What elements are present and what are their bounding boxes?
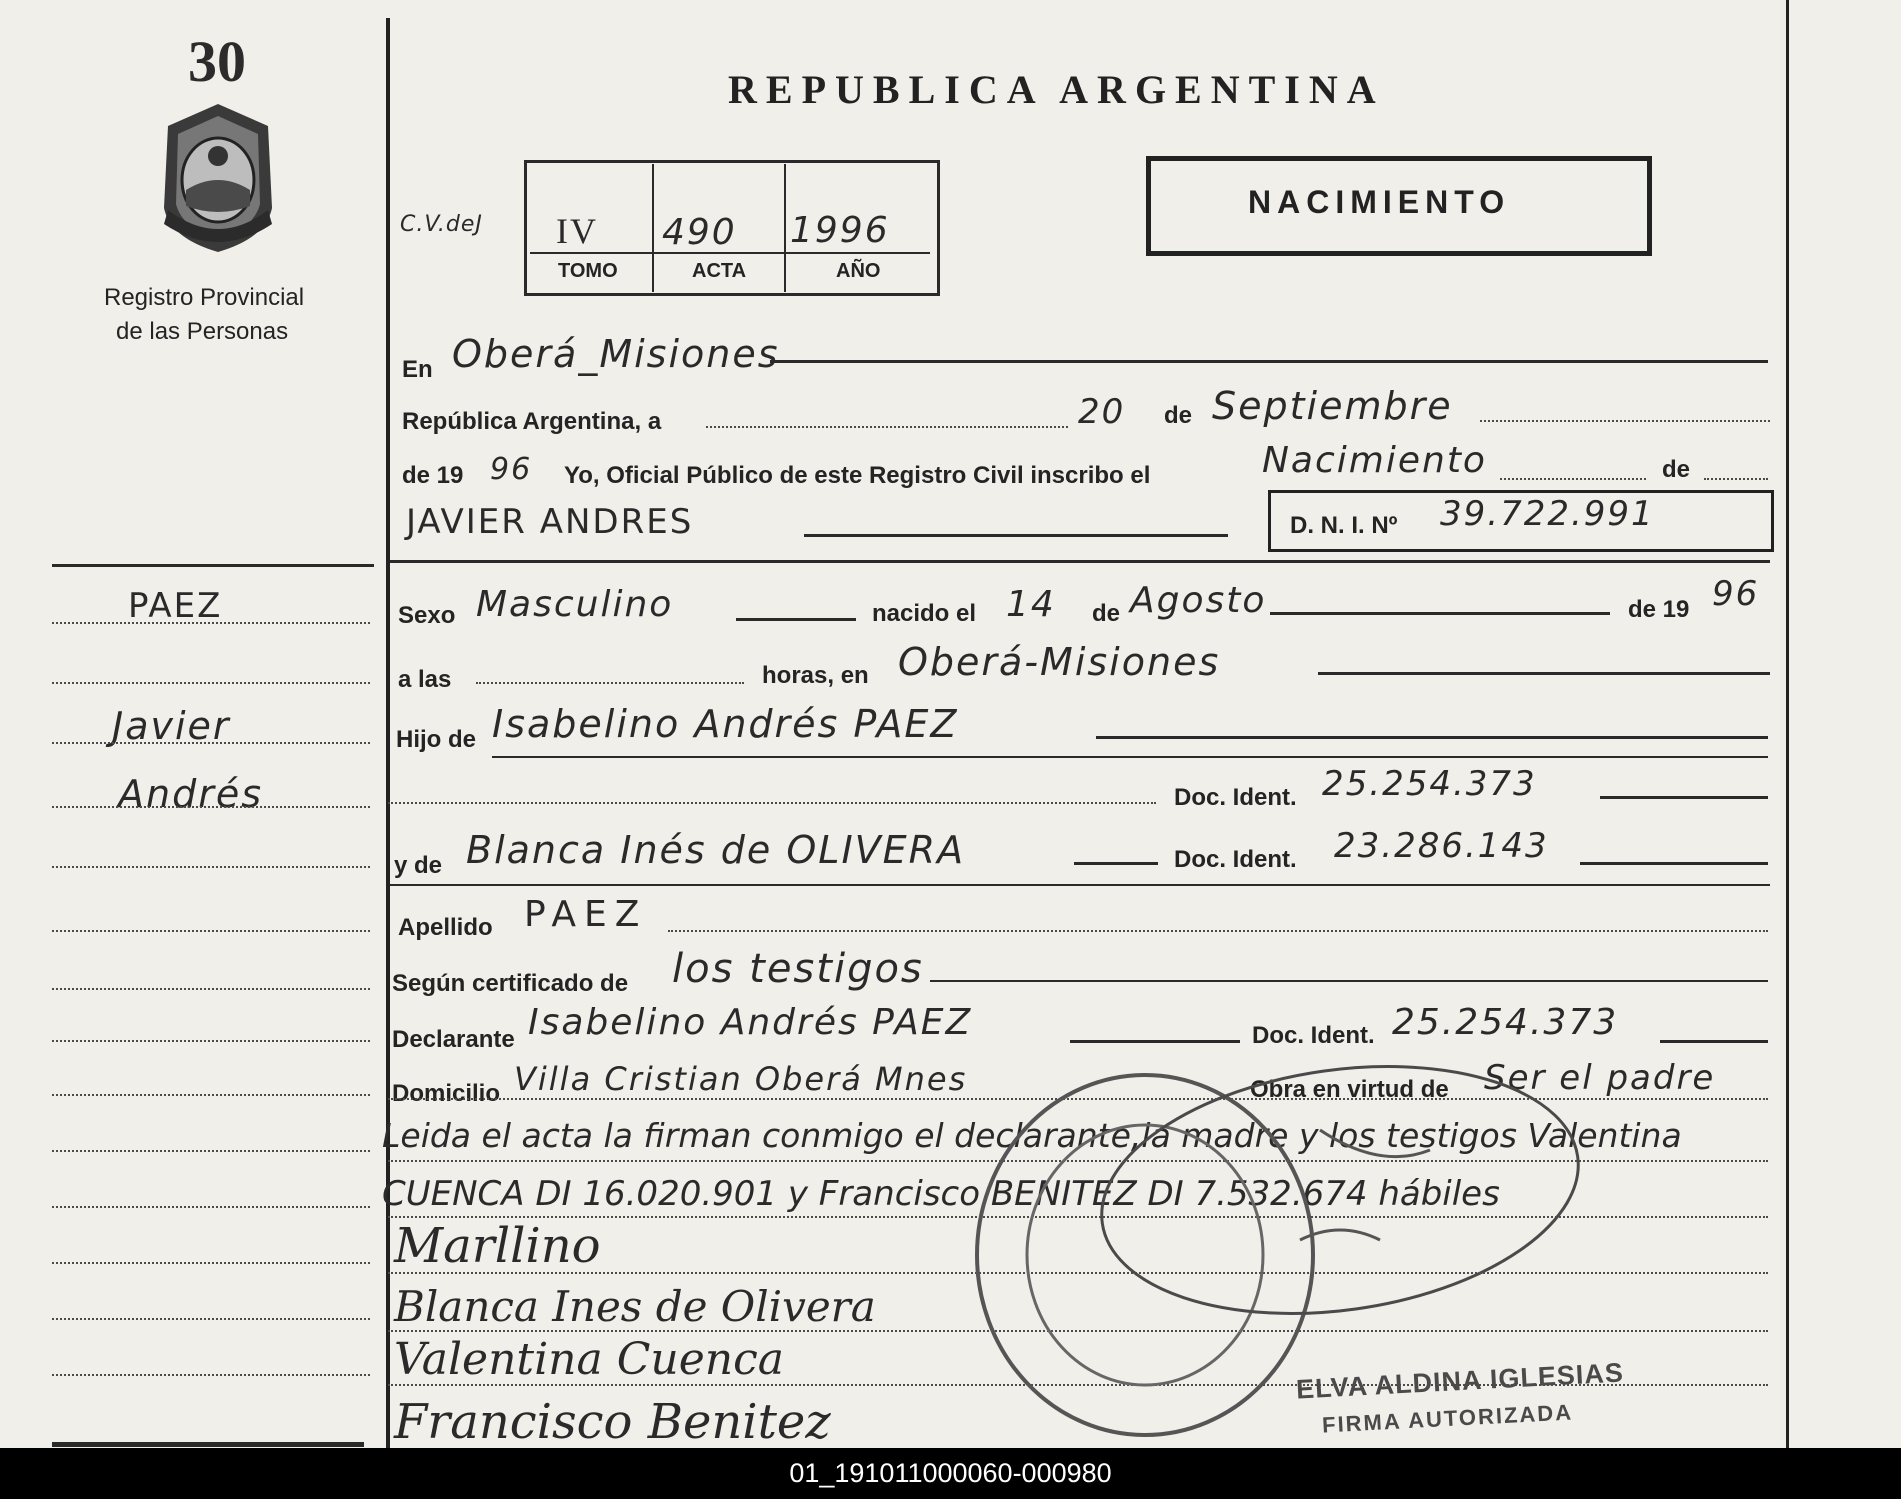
birth-month: Agosto <box>1130 580 1267 621</box>
domicilio-value: Villa Cristian Oberá Mnes <box>514 1060 968 1098</box>
birth-de-label: de <box>1092 600 1121 627</box>
office-code: C.V.deJ <box>400 212 483 237</box>
sidebar-bottom-rule <box>52 1442 364 1447</box>
sidebar-divider <box>52 564 374 567</box>
domicilio-label: Domicilio <box>392 1080 501 1107</box>
sidebar-line <box>52 1374 370 1376</box>
form-line <box>804 534 1228 537</box>
registry-title-line1: Registro Provincial <box>104 284 305 311</box>
anio-value: 1996 <box>790 210 890 251</box>
month-value: Septiembre <box>1212 384 1453 428</box>
form-line <box>1480 420 1770 422</box>
section-rule <box>390 560 1770 563</box>
father-name: Isabelino Andrés PAEZ <box>492 702 959 746</box>
de-label: de <box>1164 402 1193 429</box>
form-line <box>1600 796 1768 799</box>
signature-witness-1: Valentina Cuenca <box>394 1334 784 1385</box>
form-line <box>736 618 856 621</box>
authorized-signature-label: FIRMA AUTORIZADA <box>1321 1399 1574 1438</box>
birth-year: 96 <box>1712 574 1760 614</box>
record-id-divider <box>652 164 654 292</box>
tomo-value: IV <box>556 211 598 251</box>
anio-label: AÑO <box>836 260 881 282</box>
acta-value: 490 <box>662 212 737 253</box>
authorized-signer-name: ELVA ALDINA IGLESIAS <box>1295 1357 1625 1405</box>
declarante-value: Isabelino Andrés PAEZ <box>528 1002 973 1043</box>
sidebar-line <box>52 866 370 868</box>
day-value: 20 <box>1078 392 1126 432</box>
mother-doc: 23.286.143 <box>1334 826 1549 866</box>
page-number: 30 <box>188 29 246 94</box>
sidebar-given-name-1: Javier <box>112 704 231 748</box>
form-line <box>668 930 1768 932</box>
form-line <box>1074 862 1158 865</box>
sidebar-line <box>52 1040 370 1042</box>
inscribo-value: Nacimiento <box>1262 440 1487 481</box>
sidebar-line <box>52 742 370 744</box>
republica-label: República Argentina, a <box>402 408 662 435</box>
acta-label: ACTA <box>692 260 747 282</box>
mother-name: Blanca Inés de OLIVERA <box>466 828 966 872</box>
sidebar-surname: PAEZ <box>128 586 223 626</box>
signature-witness-2: Francisco Benitez <box>394 1394 831 1448</box>
sidebar-line <box>52 1206 370 1208</box>
segun-value: los testigos <box>672 946 924 992</box>
form-line <box>1318 672 1770 675</box>
form-line <box>1500 478 1646 480</box>
sidebar-line <box>52 930 370 932</box>
signing-statement: Leida el acta la firman conmigo el declarante,la madre y los testigos Valentina <box>382 1116 1682 1155</box>
declarante-label: Declarante <box>392 1026 515 1053</box>
father-doc: 25.254.373 <box>1322 764 1537 804</box>
sidebar-line <box>52 622 370 624</box>
mother-doc-label: Doc. Ident. <box>1174 846 1297 873</box>
dni-value: 39.722.991 <box>1440 494 1655 534</box>
registry-title-line2: de las Personas <box>116 318 289 345</box>
form-line <box>930 980 1768 982</box>
form-line <box>492 756 1768 758</box>
record-type-label: NACIMIENTO <box>1248 184 1511 220</box>
sexo-label: Sexo <box>398 602 456 629</box>
tomo-label: TOMO <box>558 260 618 282</box>
child-name: JAVIER ANDRES <box>406 502 694 542</box>
signature-declarant: Marllino <box>394 1218 601 1274</box>
horas-label: horas, en <box>762 662 869 689</box>
sidebar-line <box>52 1150 370 1152</box>
year-prefix: de 19 <box>402 462 464 489</box>
form-left-rule <box>386 18 390 1448</box>
dni-label: D. N. I. Nº <box>1290 512 1398 539</box>
nacido-label: nacido el <box>872 600 977 627</box>
sidebar-given-name-2: Andrés <box>118 772 263 816</box>
form-line <box>1270 612 1610 615</box>
record-id-divider <box>784 164 786 292</box>
form-line <box>1096 736 1768 739</box>
yde-label: y de <box>394 852 443 879</box>
sidebar-line <box>52 988 370 990</box>
declarante-doc-label: Doc. Ident. <box>1252 1022 1375 1049</box>
form-line <box>1580 862 1768 865</box>
file-id-caption: 01_191011000060-000980 <box>0 1448 1901 1499</box>
birth-day: 14 <box>1006 584 1056 625</box>
sidebar-line <box>52 1318 370 1320</box>
apellido-label: Apellido <box>398 914 493 941</box>
de-label-2: de <box>1662 456 1691 483</box>
signature-mother: Blanca Ines de Olivera <box>394 1282 876 1331</box>
form-line <box>476 682 744 684</box>
hijo-label: Hijo de <box>396 726 477 753</box>
form-line <box>706 426 1068 428</box>
birth-place: Oberá-Misiones <box>898 640 1221 684</box>
country-title: REPUBLICA ARGENTINA <box>728 67 1385 112</box>
en-label: En <box>402 356 433 383</box>
sidebar-line <box>52 1262 370 1264</box>
form-line <box>770 360 1768 363</box>
form-right-rule <box>1786 0 1789 1448</box>
form-line <box>390 884 1770 886</box>
sidebar-line <box>52 1094 370 1096</box>
en-value: Oberá_Misiones <box>452 332 780 376</box>
alas-label: a las <box>398 666 452 693</box>
apellido-value: PAEZ <box>524 894 648 935</box>
form-line <box>1704 478 1768 480</box>
father-doc-label: Doc. Ident. <box>1174 784 1297 811</box>
sexo-value: Masculino <box>476 584 674 625</box>
sidebar-line <box>52 806 370 808</box>
form-line <box>1660 1040 1768 1043</box>
province-coat-of-arms-icon <box>148 98 288 258</box>
form-line <box>388 802 1156 804</box>
segun-label: Según certificado de <box>392 970 629 997</box>
birth-year-prefix: de 19 <box>1628 596 1690 623</box>
declarante-doc: 25.254.373 <box>1392 1002 1619 1043</box>
year-value: 96 <box>490 452 533 487</box>
yo-label: Yo, Oficial Público de este Registro Civil inscribo el <box>564 462 1151 489</box>
sidebar-line <box>52 682 370 684</box>
witness-statement: CUENCA DI 16.020.901 y Francisco BENITEZ DI 7.532.674 hábiles <box>382 1174 1500 1214</box>
obra-label: Obra en virtud de <box>1250 1076 1449 1103</box>
obra-value: Ser el padre <box>1484 1058 1716 1098</box>
